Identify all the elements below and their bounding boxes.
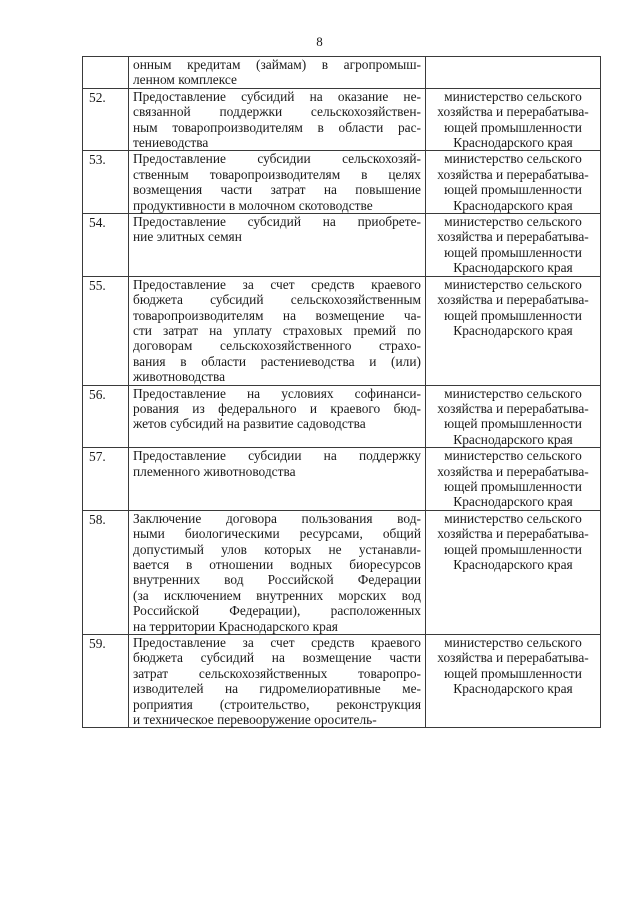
row-number: 56.	[83, 385, 129, 448]
description-line: племенного животноводства	[133, 463, 296, 479]
description-line: вается в отношении водных биоресурсов	[133, 557, 421, 572]
agency-line: Краснодарского края	[453, 197, 573, 213]
page-number: 8	[316, 34, 323, 49]
table-row	[83, 151, 601, 214]
responsible-agency	[426, 151, 601, 214]
table-row	[83, 88, 601, 151]
service-description	[129, 57, 426, 89]
agency-line: министерство сельского	[444, 151, 582, 167]
agency-line: хозяйства и перерабатыва-	[437, 463, 589, 479]
description-line: допустимый улов которых не устанавли-	[133, 541, 421, 557]
description-line: онным кредитам (займам) в агропромыш-	[133, 57, 421, 72]
row-number: 55.	[83, 276, 129, 385]
description-line: Предоставление за счет средств краевого	[133, 276, 421, 292]
service-description	[129, 510, 426, 634]
row-number: 52.	[83, 88, 129, 151]
agency-line: хозяйства и перерабатыва-	[437, 104, 589, 120]
row-number	[83, 57, 129, 89]
agency-line: министерство сельского	[444, 510, 582, 526]
agency-line: ющей промышленности	[444, 307, 582, 323]
description-line: вания в области растениеводства и (или)	[133, 353, 421, 369]
agency-line: Краснодарского края	[453, 431, 573, 447]
responsible-agency	[426, 448, 601, 511]
description-line: Предоставление за счет средств краевого	[133, 635, 421, 651]
agency-line: ющей промышленности	[444, 119, 582, 135]
responsible-agency	[426, 276, 601, 385]
agency-line: ющей промышленности	[444, 665, 582, 681]
row-number: 53.	[83, 151, 129, 214]
agency-line: Краснодарского края	[453, 557, 573, 572]
service-description	[129, 635, 426, 728]
description-line: ными биологическими ресурсами, общий	[133, 526, 421, 542]
agency-line: ющей промышленности	[444, 478, 582, 494]
agency-line: министерство сельского	[444, 635, 582, 651]
description-line: (за исключением внутренних морских вод	[133, 587, 421, 603]
row-number: 59.	[83, 635, 129, 728]
service-description	[129, 88, 426, 151]
agency-line: хозяйства и перерабатыва-	[437, 292, 589, 308]
agency-line: Краснодарского края	[453, 322, 573, 338]
agency-line: министерство сельского	[444, 276, 582, 292]
responsible-agency	[426, 385, 601, 448]
responsible-agency	[426, 635, 601, 728]
description-line: Предоставление субсидий на оказание не-	[133, 88, 421, 104]
description-line: товаропроизводителям на возмещение ча-	[133, 307, 421, 323]
agency-line: хозяйства и перерабатыва-	[437, 526, 589, 542]
agency-line: Краснодарского края	[453, 135, 573, 151]
table-row	[83, 635, 601, 728]
description-line: ственным товаропроизводителям в целях	[133, 166, 421, 182]
agency-line: ющей промышленности	[444, 182, 582, 198]
description-line: Предоставление субсидий на приобрете-	[133, 214, 421, 230]
agency-line: Краснодарского края	[453, 494, 573, 510]
description-line: внутренних вод Российской Федерации	[133, 572, 421, 588]
description-line: Предоставление субсидии сельскохозяй-	[133, 151, 421, 167]
agency-line: ющей промышленности	[444, 416, 582, 432]
description-line: ным товаропроизводителям в области рас-	[133, 119, 421, 135]
agency-line: ющей промышленности	[444, 244, 582, 260]
service-description	[129, 276, 426, 385]
description-line: на территории Краснодарского края	[133, 618, 338, 634]
service-description	[129, 448, 426, 511]
description-line: Заключение договора пользования вод-	[133, 510, 421, 526]
description-line: ленном комплексе	[133, 72, 237, 88]
description-line: Предоставление субсидии на поддержку	[133, 448, 421, 464]
description-line: бюджета субсидий сельскохозяйственным	[133, 292, 421, 308]
description-line: возмещения части затрат на повышение	[133, 182, 421, 198]
table-row	[83, 385, 601, 448]
agency-line: министерство сельского	[444, 214, 582, 230]
description-line: сти затрат на уплату страховых премий по	[133, 322, 421, 338]
description-line: Предоставление на условиях софинанси-	[133, 385, 421, 401]
agency-line: хозяйства и перерабатыва-	[437, 400, 589, 416]
table-row	[83, 276, 601, 385]
services-table-body	[83, 57, 601, 728]
agency-line: хозяйства и перерабатыва-	[437, 229, 589, 245]
description-line: затрат сельскохозяйственных товаропро-	[133, 665, 421, 681]
description-line: животноводства	[133, 369, 226, 385]
services-table	[82, 56, 601, 728]
description-line: бюджета субсидий на возмещение части	[133, 650, 421, 666]
agency-line: хозяйства и перерабатыва-	[437, 166, 589, 182]
description-line: Российской Федерации), расположенных	[133, 603, 421, 619]
description-line: рования из федерального и краевого бюд-	[133, 400, 421, 416]
responsible-agency	[426, 88, 601, 151]
description-line: роприятия (строительство, реконструкция	[133, 696, 421, 712]
description-line: и техническое перевооружение ороситель-	[133, 712, 377, 728]
table-row	[83, 214, 601, 277]
agency-line: Краснодарского края	[453, 260, 573, 276]
agency-line: ющей промышленности	[444, 541, 582, 557]
row-number: 57.	[83, 448, 129, 511]
table-row	[83, 448, 601, 511]
description-line: продуктивности в молочном скотоводстве	[133, 197, 373, 213]
agency-line: министерство сельского	[444, 88, 582, 104]
description-line: ние элитных семян	[133, 229, 242, 245]
agency-line: Краснодарского края	[453, 681, 573, 697]
description-line: договорам сельскохозяйственного страхо-	[133, 338, 421, 354]
agency-line: хозяйства и перерабатыва-	[437, 650, 589, 666]
table-row	[83, 510, 601, 634]
description-line: жетов субсидий на развитие садоводства	[133, 416, 366, 432]
service-description	[129, 385, 426, 448]
responsible-agency	[426, 510, 601, 634]
table-row	[83, 57, 601, 89]
responsible-agency	[426, 57, 601, 89]
description-line: тениеводства	[133, 135, 209, 151]
agency-line: министерство сельского	[444, 385, 582, 401]
row-number: 58.	[83, 510, 129, 634]
description-line: связанной поддержки сельскохозяйствен-	[133, 104, 421, 120]
service-description	[129, 214, 426, 277]
responsible-agency	[426, 214, 601, 277]
row-number: 54.	[83, 214, 129, 277]
agency-line: министерство сельского	[444, 448, 582, 464]
description-line: изводителей на гидромелиоративные ме-	[133, 681, 421, 697]
service-description	[129, 151, 426, 214]
